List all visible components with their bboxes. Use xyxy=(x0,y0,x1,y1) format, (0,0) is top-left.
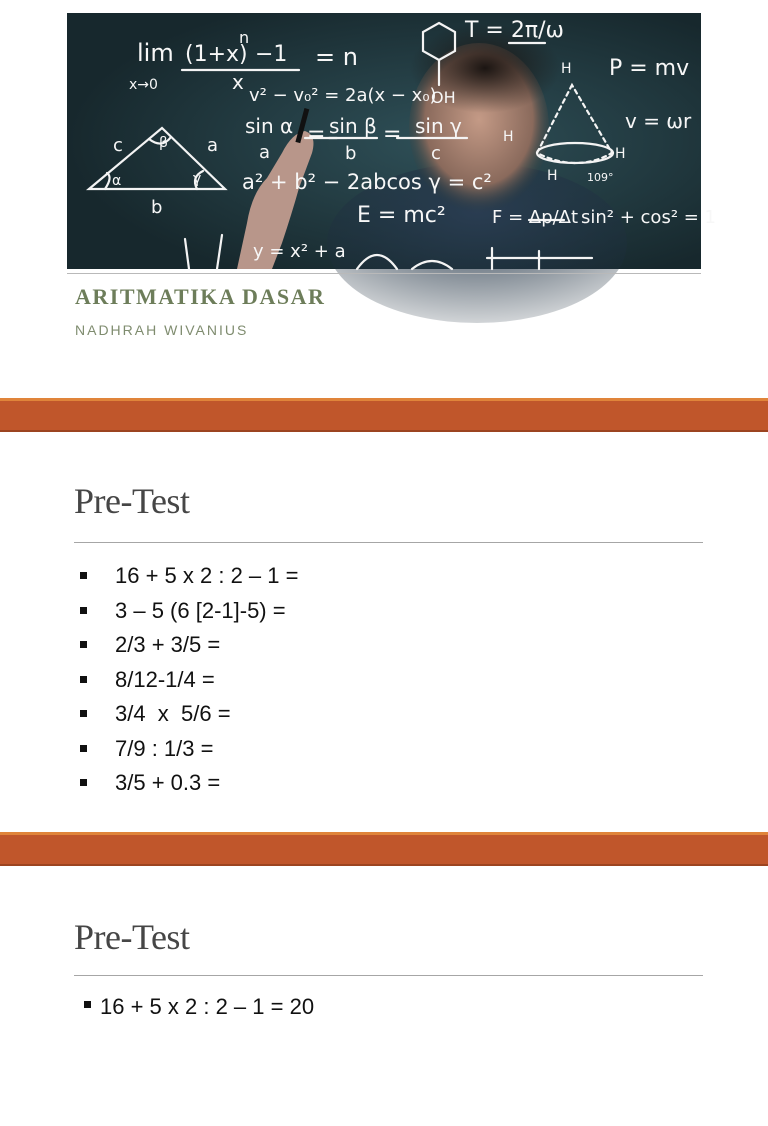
bullet-square-icon xyxy=(80,641,87,648)
slide-separator xyxy=(0,398,768,432)
list-item xyxy=(84,990,315,1126)
formula-text: H xyxy=(615,146,626,162)
formula-text: β xyxy=(159,135,168,151)
bullet-square-icon xyxy=(80,607,87,614)
formula-text: sin γ xyxy=(415,114,462,138)
slide-title: Pre-Test xyxy=(74,917,190,957)
question-text: 7/9 : 1/3 = xyxy=(115,735,214,761)
chalkboard-image xyxy=(67,13,717,269)
formula-text: = xyxy=(383,122,402,147)
pretest-answer-slide xyxy=(0,866,768,1024)
formula-text: OH xyxy=(431,88,456,107)
bullet-square-icon xyxy=(80,745,87,752)
bullet-square-icon xyxy=(80,710,87,717)
formula-text: (1+x) xyxy=(185,42,248,67)
chalkboard-illustration xyxy=(67,13,717,269)
formula-text: H xyxy=(503,129,514,145)
bullet-square-icon xyxy=(84,1001,91,1008)
formula-text: γ xyxy=(193,171,202,187)
formula-text: x xyxy=(232,70,244,94)
formula-text: = xyxy=(307,122,326,147)
bullet-square-icon xyxy=(80,779,87,786)
formula-text: E = mc² xyxy=(357,203,446,228)
answer-text: 16 + 5 x 2 : 2 – 1 = 20 xyxy=(100,994,315,1019)
bullet-square-icon xyxy=(80,572,87,579)
bullet-square-icon xyxy=(80,676,87,683)
deck-author: NADHRAH WIVANIUS xyxy=(75,322,249,338)
formula-text: c xyxy=(431,143,441,164)
formula-text: c xyxy=(113,135,123,156)
formula-text: lim xyxy=(137,39,174,67)
formula-text: x→0 xyxy=(129,77,158,93)
question-text: 16 + 5 x 2 : 2 – 1 = xyxy=(115,563,299,588)
deck-title: ARITMATIKA DASAR xyxy=(75,284,326,309)
formula-text: F = Δp/Δt xyxy=(492,207,579,228)
formula-text: H xyxy=(547,168,558,184)
question-text: 8/12-1/4 = xyxy=(115,666,215,692)
formula-text: T = 2π/ω xyxy=(465,18,564,43)
question-text: 3/5 + 0.3 = xyxy=(115,770,221,795)
formula-text: b xyxy=(345,143,357,164)
title-divider xyxy=(74,975,703,976)
formula-text: sin² + cos² = 1 xyxy=(581,207,717,228)
title-divider xyxy=(74,542,703,543)
formula-text: 109° xyxy=(587,171,614,184)
formula-text: b xyxy=(151,197,163,218)
pretest-slide xyxy=(0,432,768,832)
question-text: 3/4 x 5/6 = xyxy=(115,701,231,726)
formula-text: a xyxy=(259,142,271,163)
formula-text: P = mv xyxy=(609,56,690,81)
title-slide xyxy=(0,0,768,398)
formula-text: v = ωr xyxy=(625,109,692,133)
formula-text: a² + b² − 2abcos γ = c² xyxy=(242,170,492,194)
hero-divider xyxy=(67,273,701,274)
formula-text: v² − v₀² = 2a(x − x₀) xyxy=(249,85,437,106)
formula-text: H xyxy=(561,61,572,77)
slide-separator xyxy=(0,832,768,866)
formula-text: n xyxy=(239,28,250,47)
formula-text: y = x² + a xyxy=(253,241,346,262)
slide-title: Pre-Test xyxy=(74,481,190,521)
formula-text: sin β xyxy=(329,114,377,138)
question-text: 3 – 5 (6 [2-1]-5) = xyxy=(115,597,286,623)
formula-text: = n xyxy=(315,43,358,71)
formula-text: a xyxy=(207,135,219,156)
formula-text: α xyxy=(112,173,122,189)
formula-text: −1 xyxy=(255,42,288,67)
question-text: 2/3 + 3/5 = xyxy=(115,632,221,657)
formula-text: sin α xyxy=(245,114,294,138)
